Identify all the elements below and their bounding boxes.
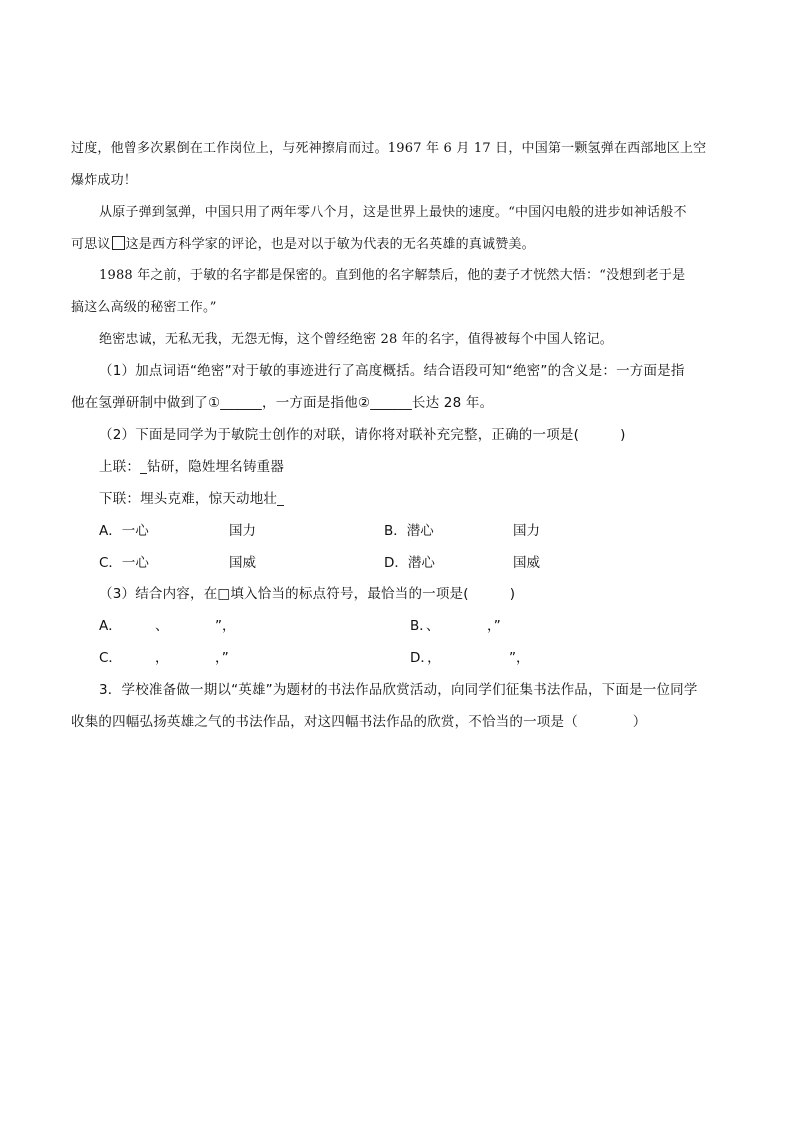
- q2-couplet-upper: 上联：_钻研，隐姓埋名铸重器: [99, 459, 285, 475]
- passage-p2-line2: [71, 235, 535, 255]
- passage-p2-text-b: 这是西方科学家的评论，也是对以于敏为代表的无名英雄的真诚赞美。: [125, 237, 535, 252]
- q4-line1: 3．学校准备做一期以“英雄”为题材的书法作品欣赏活动，向同学们征集书法作品，下面是一位同学: [99, 682, 698, 698]
- q2-option-c-value: 国威: [229, 555, 256, 571]
- passage-p2-text-a: 可思议: [71, 237, 111, 252]
- q4-line2: 收集的四幅弘扬英雄之气的书法作品，对这四幅书法作品的欣赏，不恰当的一项是（ ）: [71, 714, 647, 730]
- q3-option-b-mark: ，”: [487, 618, 501, 634]
- q3-stem: （3）结合内容，在□填入恰当的标点符号，最恰当的一项是( ): [99, 586, 516, 602]
- q1-line1: （1）加点词语“绝密”对于敏的事迹进行了高度概括。结合语段可知“绝密”的含义是：一方面是指: [99, 363, 685, 379]
- q3-option-a-mark1: 、: [155, 618, 169, 634]
- passage-p1-line1: 过度，他曾多次累倒在工作岗位上，与死神擦肩而过。1967 年 6 月 17 日，中国第一颗氢弹在西部地区上空: [71, 141, 707, 156]
- passage-p4-line1: 绝密忠诚，无私无我，无怨无悔，这个曾经绝密 28 年的名字，值得被每个中国人铭记。: [99, 332, 614, 347]
- passage-p2-line1: 从原子弹到氢弹，中国只用了两年零八个月，这是世界上最快的速度。“中国闪电般的进步如神话般不: [99, 205, 687, 220]
- q3-option-c-label: C．: [99, 650, 122, 666]
- q2-option-a-value: 国力: [229, 523, 256, 539]
- q2-option-c-label: C．一心: [99, 555, 149, 571]
- passage-p3-line1: 1988 年之前，于敏的名字都是保密的。直到他的名字解禁后，他的妻子才恍然大悟：“没想到老于是: [99, 268, 686, 283]
- q2-option-a-label: A．一心: [99, 523, 149, 539]
- blank-box: [112, 236, 125, 250]
- passage-p1-line2: 爆炸成功！: [71, 173, 138, 188]
- q2-couplet-lower: 下联：埋头克难，惊天动地壮_: [99, 491, 285, 507]
- q3-option-b-label: B．、: [410, 618, 440, 634]
- q2-option-d-label: D．潜心: [384, 555, 435, 571]
- q3-option-d-label: D．，: [410, 650, 441, 666]
- q2-stem: （2）下面是同学为于敏院士创作的对联，请你将对联补充完整，正确的一项是( ): [99, 427, 626, 443]
- q3-option-c-mark2: ，”: [215, 650, 229, 666]
- q3-option-a-label: A．: [99, 618, 122, 634]
- q3-option-c-mark1: ，: [155, 650, 169, 666]
- passage-p3-line2: 搞这么高级的秘密工作。”: [71, 300, 217, 315]
- q2-option-b-value: 国力: [513, 523, 540, 539]
- q3-option-d-mark: ”，: [509, 650, 530, 666]
- q3-option-a-mark2: ”，: [215, 618, 236, 634]
- q2-option-b-label: B．潜心: [384, 523, 434, 539]
- q1-line2: 他在氢弹研制中做到了①______，一方面是指他②______长达 28 年。: [71, 395, 494, 411]
- q2-option-d-value: 国威: [513, 555, 540, 571]
